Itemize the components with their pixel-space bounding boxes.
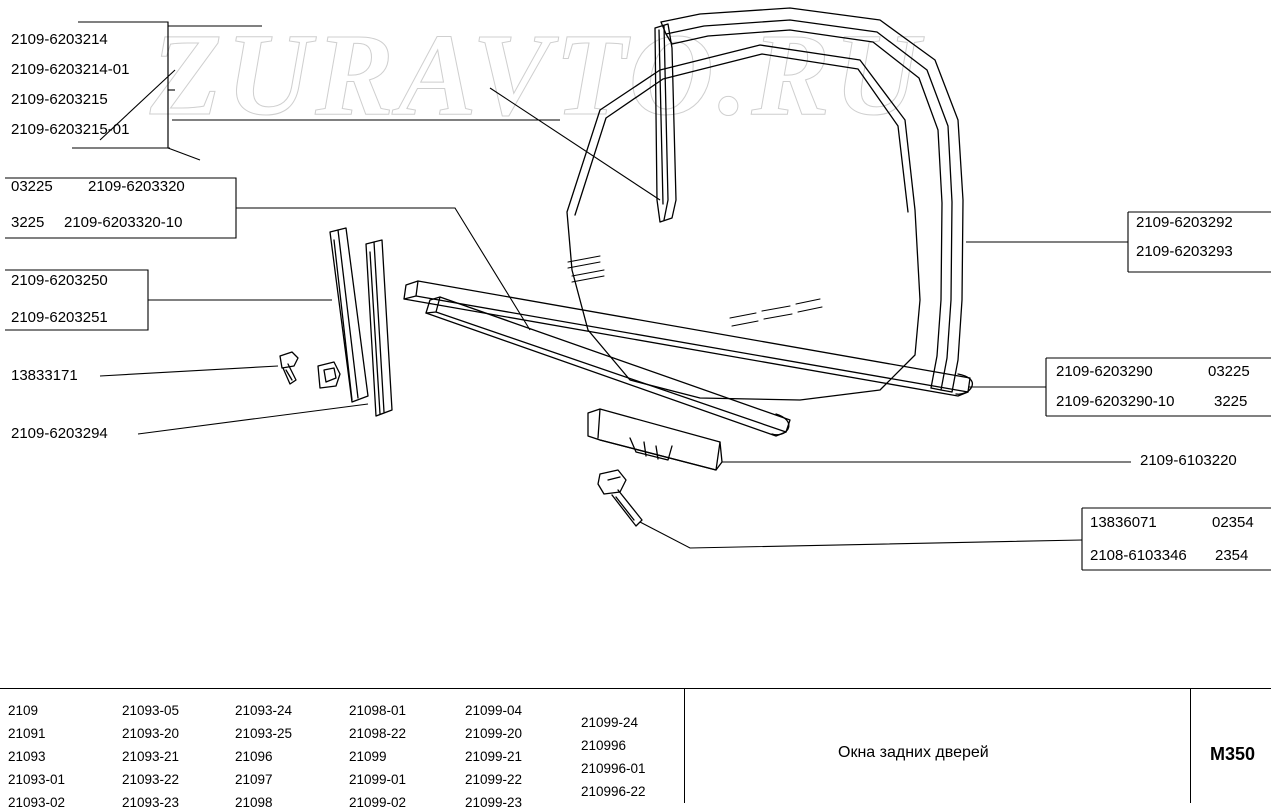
table-cell: 21093-05	[122, 703, 180, 718]
table-cell: 21099-04	[465, 703, 523, 718]
table-cell: 21093-01	[8, 772, 66, 787]
callout-label-2109-6203250: 2109-6203250	[11, 272, 108, 289]
callout-label-2109-6203214: 2109-6203214	[11, 31, 108, 48]
callout-label-2109-6203320-10: 2109-6203320-10	[64, 214, 183, 231]
table-cell: 2109	[8, 703, 39, 718]
table-cell: 21099-23	[465, 795, 523, 810]
table-cell: 21099-22	[465, 772, 523, 787]
table-cell: 21096	[235, 749, 273, 764]
table-cell: 21099-20	[465, 726, 523, 741]
watermark-zuravto: ZURAVTO.RU	[150, 9, 924, 140]
callout-label-02354: 02354	[1212, 514, 1254, 531]
table-cell: 21097	[235, 772, 273, 787]
callout-label-2109-6203290: 2109-6203290	[1056, 363, 1153, 380]
callout-label-2109-6203294: 2109-6203294	[11, 425, 108, 442]
table-cell: 21099-24	[581, 715, 639, 730]
table-cell: 21099	[349, 749, 387, 764]
table-cell: 21093-21	[122, 749, 180, 764]
callout-label-2109-6203292: 2109-6203292	[1136, 214, 1233, 231]
callout-label-3225: 3225	[11, 214, 45, 231]
callout-label-13833171: 13833171	[11, 367, 78, 384]
callout-label-2109-6203215-01: 2109-6203215-01	[11, 121, 130, 138]
table-cell: 21099-21	[465, 749, 523, 764]
callout-label-2109-6203215: 2109-6203215	[11, 91, 108, 108]
figure-title: Окна задних дверей	[838, 744, 989, 761]
callout-label-13836071: 13836071	[1090, 514, 1157, 531]
table-cell: 21091	[8, 726, 46, 741]
table-divider-1	[684, 689, 685, 803]
callout-label-2109-6203214-01: 2109-6203214-01	[11, 61, 130, 78]
table-cell: 21099-02	[349, 795, 407, 810]
table-cell: 210996-22	[581, 784, 646, 799]
callout-label-03225-right: 03225	[1208, 363, 1250, 380]
table-divider-2	[1190, 689, 1191, 803]
callout-label-2109-6103220: 2109-6103220	[1140, 452, 1237, 469]
table-cell: 21093-02	[8, 795, 66, 810]
callout-label-2108-6103346: 2108-6103346	[1090, 547, 1187, 564]
callout-label-2109-6203320: 2109-6203320	[88, 178, 185, 195]
callout-label-2109-6203290-10: 2109-6203290-10	[1056, 393, 1175, 410]
table-cell: 21098	[235, 795, 273, 810]
table-cell: 21099-01	[349, 772, 407, 787]
callout-label-3225-right: 3225	[1214, 393, 1248, 410]
figure-code: М350	[1210, 744, 1256, 764]
table-cell: 21093-20	[122, 726, 180, 741]
table-cell: 21093-25	[235, 726, 293, 741]
table-cell: 21093	[8, 749, 46, 764]
callout-label-2109-6203251: 2109-6203251	[11, 309, 108, 326]
callout-label-2354: 2354	[1215, 547, 1249, 564]
table-cell: 21093-23	[122, 795, 180, 810]
table-cell: 21098-01	[349, 703, 407, 718]
table-cell: 210996-01	[581, 761, 646, 776]
table-cell: 21098-22	[349, 726, 407, 741]
model-applicability-table	[0, 688, 1271, 810]
table-cell: 210996	[581, 738, 627, 753]
callout-label-2109-6203293: 2109-6203293	[1136, 243, 1233, 260]
table-cell: 21093-22	[122, 772, 180, 787]
table-cell: 21093-24	[235, 703, 293, 718]
callout-label-03225: 03225	[11, 178, 53, 195]
